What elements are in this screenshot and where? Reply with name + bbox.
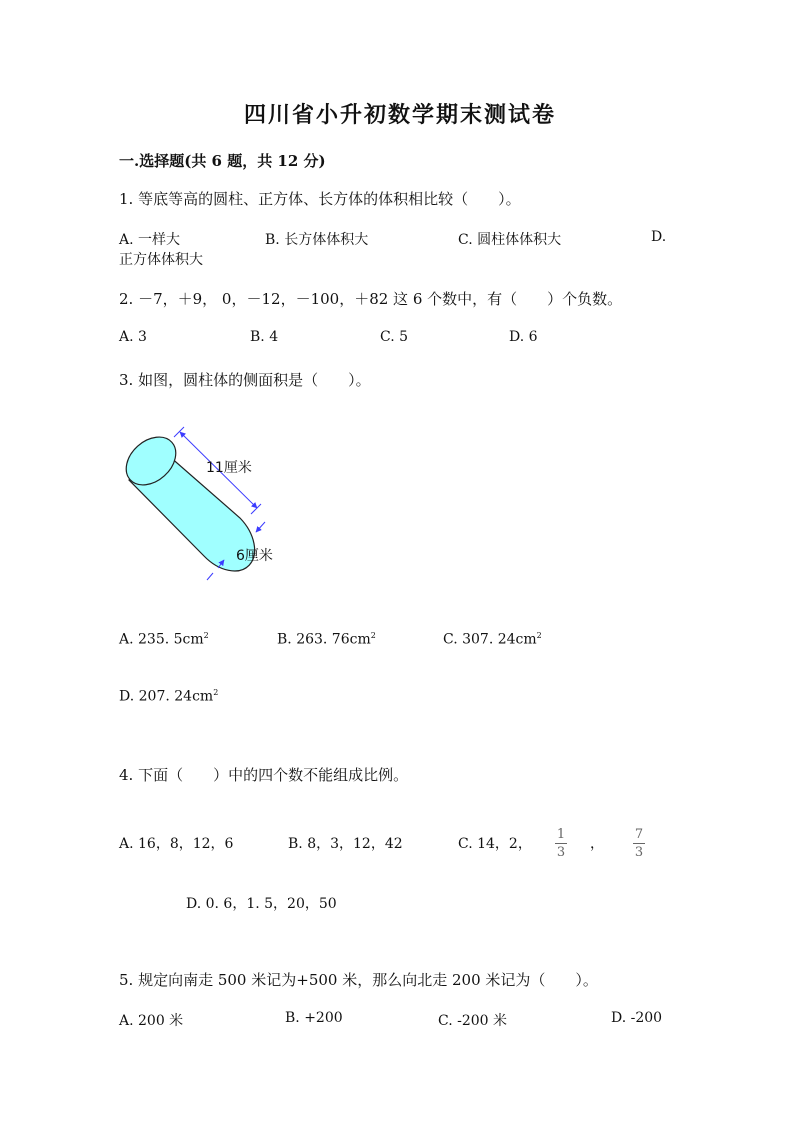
question-3-option-d: D. 207. $24cm^2$	[119, 688, 219, 705]
question-5-option-b: B. +200	[285, 1010, 343, 1026]
question-1-option-d: D.	[651, 229, 667, 245]
fraction-seven-thirds: 7 3	[634, 827, 644, 860]
question-5-option-d: D. -200	[611, 1010, 663, 1026]
question-2-option-d: D. 6	[509, 329, 538, 345]
question-5-option-a: A. 200 米	[119, 1013, 184, 1029]
question-2-option-a: A. 3	[119, 329, 147, 345]
question-4-option-d: D. 0. 6，1. 5，20，50	[186, 896, 337, 912]
length-label: 11厘米	[206, 460, 252, 476]
page-title: 四川省小升初数学期末测试卷	[243, 102, 556, 128]
question-3-stem: 3. 如图，圆柱体的侧面积是（ ）。	[119, 371, 371, 389]
question-4-comma: ，	[590, 836, 604, 852]
question-3-option-c: C. 307. $24cm^2$	[443, 631, 542, 648]
section-heading: 一.选择题(共 6 题，共 12 分)	[119, 152, 326, 170]
cylinder-body	[120, 427, 255, 571]
question-4-option-b: B. 8，3，12，42	[288, 836, 403, 852]
question-1-option-a: A. 一样大	[119, 232, 181, 248]
fraction-one-third: 1 3	[556, 827, 566, 860]
question-5-option-c: C. -200 米	[438, 1013, 508, 1029]
question-4-option-a: A. 16，8，12，6	[119, 836, 234, 852]
question-5-stem: 5. 规定向南走 500 米记为+500 米，那么向北走 200 米记为（ ）。	[119, 971, 598, 989]
question-1-option-b: B. 长方体体积大	[265, 232, 369, 248]
cylinder-figure	[120, 420, 290, 585]
question-4-option-c: C. 14，2，	[458, 836, 532, 852]
question-3-option-b: B. 263. $76cm^2$	[277, 631, 376, 648]
question-1-option-d-text: 正方体体积大	[119, 252, 203, 268]
question-1-option-c: C. 圆柱体体积大	[458, 232, 562, 248]
question-3-option-a: A. 235. $5cm^2$	[119, 631, 209, 648]
question-2-option-b: B. 4	[250, 329, 279, 345]
question-2-option-c: C. 5	[380, 329, 409, 345]
diameter-label: 6厘米	[236, 548, 273, 564]
question-1-stem: 1. 等底等高的圆柱、正方体、长方体的体积相比较（ ）。	[119, 190, 521, 208]
question-4-stem: 4. 下面（ ）中的四个数不能组成比例。	[119, 766, 409, 784]
question-2-stem: 2. －7，＋9， 0，－12，－100，＋82 这 6 个数中，有（ ）个负数。	[119, 290, 623, 308]
